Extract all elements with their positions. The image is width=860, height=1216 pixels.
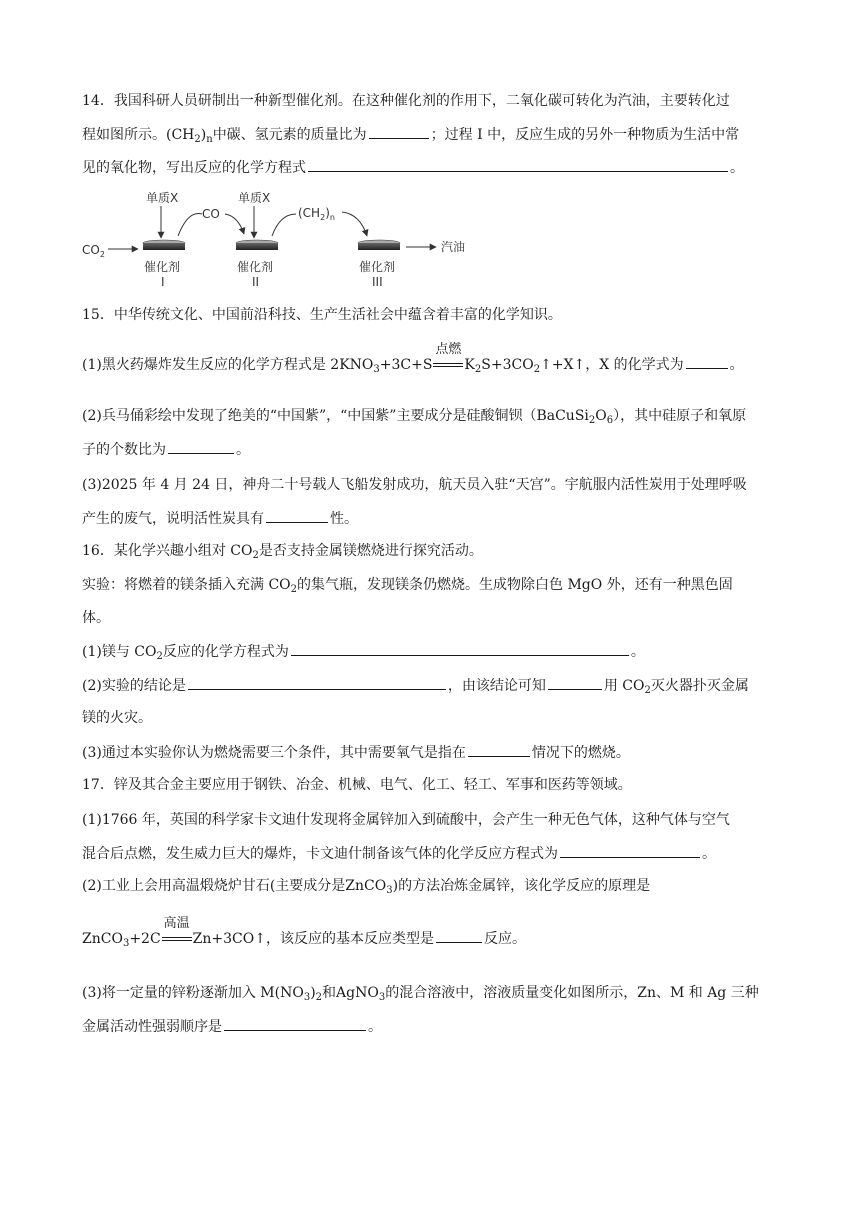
subscript: 3 — [386, 885, 393, 896]
subscript: 3 — [122, 938, 130, 949]
q17-part-1-cont — [82, 843, 716, 864]
text: 情况下的燃烧。 — [531, 745, 630, 761]
equals-sign — [162, 937, 192, 941]
text: 用 CO — [603, 678, 645, 694]
reaction-condition — [432, 342, 464, 375]
catalyst-label: 催化剂 — [359, 260, 396, 274]
text: (2)工业上会用高温煅烧炉甘石(主要成分是ZnCO — [82, 878, 387, 894]
text: 体。 — [82, 610, 110, 626]
text: 和AgNO — [322, 985, 379, 1001]
text: 是否支持金属镁燃烧进行探究活动。 — [258, 543, 483, 559]
catalyst-body — [358, 243, 400, 250]
text: (1)镁与 CO — [82, 644, 157, 660]
text: 。 — [630, 644, 645, 660]
text: ) — [310, 985, 316, 1001]
text: ↑+X↑，X 的化学式为 — [540, 357, 684, 373]
q15-part-1 — [82, 342, 744, 375]
q14-line-3 — [82, 157, 744, 178]
arrow — [272, 214, 296, 236]
subscript: 2 — [194, 134, 201, 145]
co-label: CO — [202, 207, 220, 221]
text: 的混合溶液中，溶液质量变化如图所示，Zn、M 和 Ag 三种 — [385, 985, 759, 1001]
subscript: 2 — [156, 651, 163, 662]
answer-blank[interactable] — [548, 675, 602, 690]
arrow — [342, 212, 367, 236]
subscript: 2 — [474, 364, 482, 375]
text: 。 — [729, 357, 744, 373]
catalyst-body — [143, 243, 185, 250]
text: 。 — [236, 442, 250, 458]
text: (3)2025 年 4 月 24 日，神舟二十号载人飞船发射成功，航天员入驻“天宫”。宇航服内活性炭用于处理呼吸 — [82, 477, 747, 493]
q16-line-1 — [82, 541, 483, 561]
text: (1)黑火药爆炸发生反应的化学方程式是 2KNO — [82, 357, 374, 373]
answer-blank[interactable] — [436, 928, 482, 943]
conversion-diagram — [80, 188, 480, 288]
text: S+3CO — [481, 357, 534, 373]
q16-part-1 — [82, 641, 645, 662]
text: 的集气瓶，发现镁条仍燃烧。生成物除白色 MgO 外，还有一种黑色固 — [297, 577, 733, 593]
answer-blank[interactable] — [188, 675, 446, 690]
q16-part-2-cont — [82, 708, 152, 728]
catalyst-label: 催化剂 — [144, 260, 181, 274]
text: (3)将一定量的锌粉逐渐加入 M(NO — [82, 985, 304, 1001]
q17-part-1 — [82, 810, 730, 830]
text: 子的个数比为 — [82, 442, 166, 458]
catalyst-body — [236, 243, 278, 250]
ch2n-label: $(CH_2)_n$ — [298, 206, 335, 222]
q14-line-2 — [82, 124, 739, 145]
answer-blank[interactable] — [224, 1016, 366, 1031]
subscript: 2 — [290, 584, 298, 595]
text: 反应的化学方程式为 — [162, 644, 289, 660]
q17-part-3-cont — [82, 1016, 382, 1037]
subscript: 3 — [303, 992, 311, 1003]
subscript: 2 — [252, 550, 259, 561]
text: 17．锌及其合金主要应用于钢铁、冶金、机械、电气、化工、轻工、军事和医药等领域。 — [82, 777, 632, 793]
text: (2)兵马俑彩绘中发现了绝美的“中国紫”，“中国紫”主要成分是硅酸铜钡（BaCuSi — [82, 408, 589, 424]
text: 16．某化学兴趣小组对 CO — [82, 543, 253, 559]
text: K — [464, 357, 475, 373]
text: (3)通过本实验你认为燃烧需要三个条件，其中需要氧气是指在 — [82, 745, 466, 761]
text: 中碳、氢元素的质量比为 — [212, 127, 367, 143]
gasoline-label: 汽油 — [441, 240, 466, 254]
answer-blank[interactable] — [468, 742, 530, 757]
arrow — [225, 214, 244, 234]
stage-label: I — [161, 275, 165, 288]
text: 混合后点燃，发生威力巨大的爆炸，卡文迪什制备该气体的化学反应方程式为 — [82, 846, 558, 862]
text: 反应。 — [483, 931, 526, 947]
element-x-label: 单质X — [238, 191, 271, 205]
subscript: 3 — [378, 992, 386, 1003]
catalyst-label: 催化剂 — [237, 260, 274, 274]
text: 性。 — [330, 511, 358, 527]
stage-label: II — [252, 275, 260, 288]
subscript: 2 — [315, 992, 323, 1003]
q15-part-2 — [82, 406, 746, 426]
q14-text: 14．我国科研人员研制出一种新型催化剂。在这种催化剂的作用下，二氧化碳可转化为汽油，主要转化过 — [82, 93, 730, 109]
text: )的方法冶炼金属锌，该化学反应的原理是 — [392, 878, 651, 894]
q17-line-1 — [82, 775, 632, 795]
text: (2)实验的结论是 — [82, 678, 186, 694]
q16-part-3 — [82, 742, 630, 763]
q15-part-3-cont — [82, 508, 358, 529]
text: 产生的废气，说明活性炭具有 — [82, 511, 264, 527]
q15-part-3 — [82, 475, 747, 495]
element-x-label: 单质X — [146, 191, 179, 205]
text: O — [595, 408, 607, 424]
equals-sign — [433, 363, 463, 367]
text: 见的氧化物，写出反应的化学方程式 — [82, 160, 306, 176]
q16-part-2 — [82, 675, 749, 696]
text: ZnCO — [82, 931, 123, 947]
text: (1)1766 年，英国的科学家卡文迪什发现将金属锌加入到硫酸中，会产生一种无色气体，这种气体与空气 — [82, 812, 730, 828]
answer-blank[interactable] — [168, 439, 234, 454]
q16-experiment-cont — [82, 608, 110, 628]
text: 。 — [368, 1019, 382, 1035]
q17-part-2 — [82, 876, 650, 896]
q14-line-1 — [82, 91, 730, 111]
text: 金属活动性强弱顺序是 — [82, 1019, 222, 1035]
subscript: 3 — [373, 364, 380, 375]
q17-part-2-equation — [82, 916, 526, 949]
text: 实验：将燃着的镁条插入充满 CO — [82, 577, 291, 593]
answer-blank[interactable] — [560, 843, 700, 858]
q16-experiment — [82, 575, 733, 595]
q15-line-1 — [82, 305, 562, 325]
text: 灭火器扑灭金属 — [650, 678, 749, 694]
arrow — [178, 213, 202, 236]
subscript: 2 — [644, 685, 651, 696]
subscript: 2 — [533, 364, 541, 375]
condition-text: 点燃 — [435, 342, 462, 357]
text: +2C — [129, 931, 161, 947]
answer-blank[interactable] — [686, 354, 728, 369]
text: +3C+S — [379, 357, 433, 373]
q17-part-3 — [82, 983, 759, 1003]
text: ；过程 I 中，反应生成的另外一种物质为生活中常 — [430, 127, 740, 143]
co2-label: $CO_2$ — [82, 243, 105, 259]
subscript: 2 — [588, 415, 596, 426]
text: 15．中华传统文化、中国前沿科技、生产生活社会中蕴含着丰富的化学知识。 — [82, 307, 562, 323]
stage-label: III — [372, 275, 383, 288]
text: ) — [200, 127, 207, 143]
text: 。 — [702, 846, 716, 862]
text: 程如图所示。(CH — [82, 127, 195, 143]
text: 镁的火灾。 — [82, 710, 152, 726]
text: ，由该结论可知 — [447, 678, 546, 694]
subscript: 6 — [606, 415, 614, 426]
q15-part-2-cont — [82, 439, 250, 460]
text: Zn+3CO↑，该反应的基本反应类型是 — [192, 931, 434, 947]
subscript: n — [206, 134, 213, 145]
answer-blank[interactable] — [291, 641, 629, 656]
condition-text: 高温 — [163, 916, 190, 931]
answer-blank[interactable] — [266, 508, 328, 523]
text: ），其中硅原子和氧原 — [613, 408, 747, 424]
answer-blank[interactable] — [369, 124, 429, 139]
text: 。 — [730, 160, 744, 176]
reaction-condition — [161, 916, 193, 949]
answer-blank[interactable] — [308, 157, 728, 172]
